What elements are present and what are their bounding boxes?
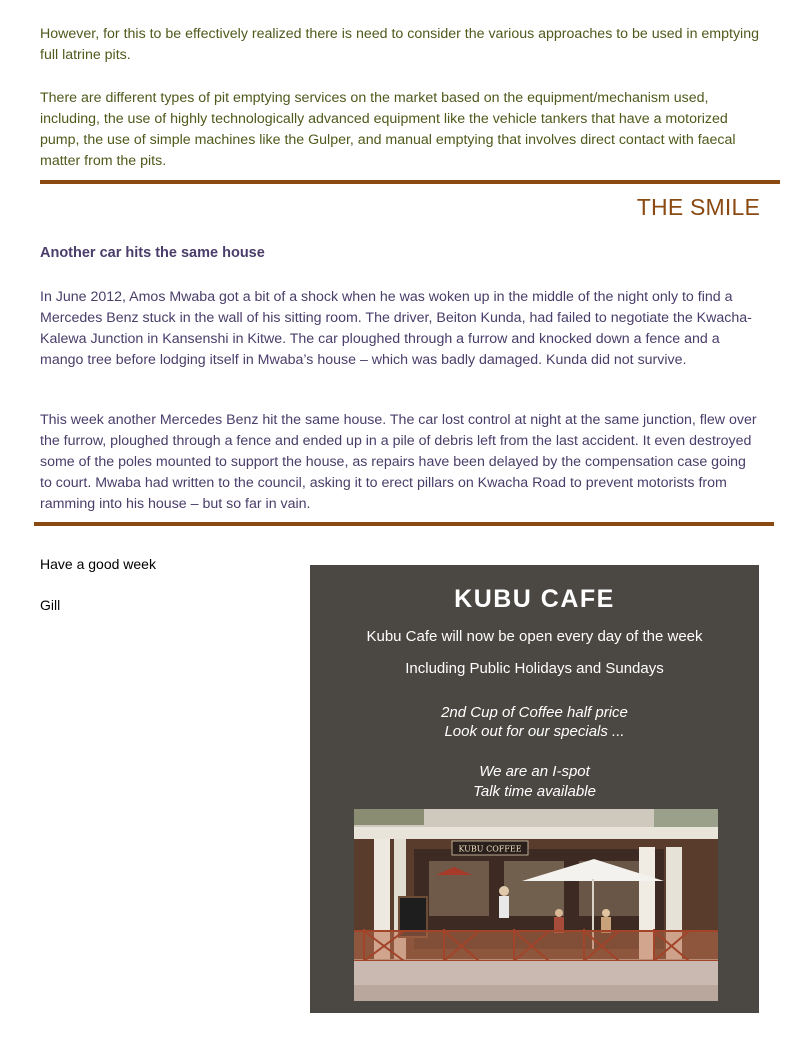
cafe-offer-ispot: We are an I-spot bbox=[479, 763, 590, 780]
cafe-title: KUBU CAFE bbox=[454, 585, 615, 613]
intro-paragraph-1: However, for this to be effectively realized there is need to consider the various approaches to be used in emptying full latrine pits. bbox=[40, 26, 759, 63]
cafe-offer-specials: Look out for our specials ... bbox=[444, 723, 625, 740]
section-divider-bottom bbox=[34, 522, 774, 526]
cafe-offer-talktime: Talk time available bbox=[473, 783, 596, 800]
section-divider-top bbox=[40, 180, 780, 184]
photo-sign-text: KUBU COFFEE bbox=[458, 844, 522, 854]
section-title: THE SMILE bbox=[636, 194, 760, 220]
intro-paragraph-2: There are different types of pit emptying services on the market based on the equipment/mechanism used, including, the use of highly technologically advanced equipment like the vehicle tankers that have a motorized pump, the use of simple machines like the Gulper, and manual emptying that involves direct contact with faecal matter from the pits. bbox=[40, 90, 736, 169]
story-paragraph-2: This week another Mercedes Benz hit the same house. The car lost control at night at the same junction, flew over the furrow, ploughed through a fence and ended up in a pile of debris left from the last accident. It even destroyed some of the poles mounted to support the house, as repairs have been delayed by the compensation case going to court. Mwaba had written to the council, asking it to erect pillars on Kwacha Road to prevent motorists from ramming into his house – but so far in vain. bbox=[40, 412, 757, 512]
story-heading: Another car hits the same house bbox=[40, 245, 265, 261]
cafe-photo bbox=[354, 809, 718, 1001]
cafe-advert bbox=[310, 565, 759, 1013]
cafe-open-days: Kubu Cafe will now be open every day of the week bbox=[366, 628, 703, 645]
cafe-holidays: Including Public Holidays and Sundays bbox=[405, 660, 664, 677]
cafe-offer-coffee: 2nd Cup of Coffee half price bbox=[441, 704, 628, 721]
closing-signature: Gill bbox=[40, 597, 61, 613]
story-paragraph-1: In June 2012, Amos Mwaba got a bit of a shock when he was woken up in the middle of the night only to find a Mercedes Benz stuck in the wall of his sitting room. The driver, Beiton Kunda, had failed to negotiate the Kwacha-Kalewa Junction in Kansenshi in Kitwe. The car ploughed through a furrow and knocked down a fence and a mango tree before lodging itself in Mwaba’s house – which was badly damaged. Kunda did not survive. bbox=[40, 289, 752, 368]
closing-greeting: Have a good week bbox=[40, 556, 156, 572]
